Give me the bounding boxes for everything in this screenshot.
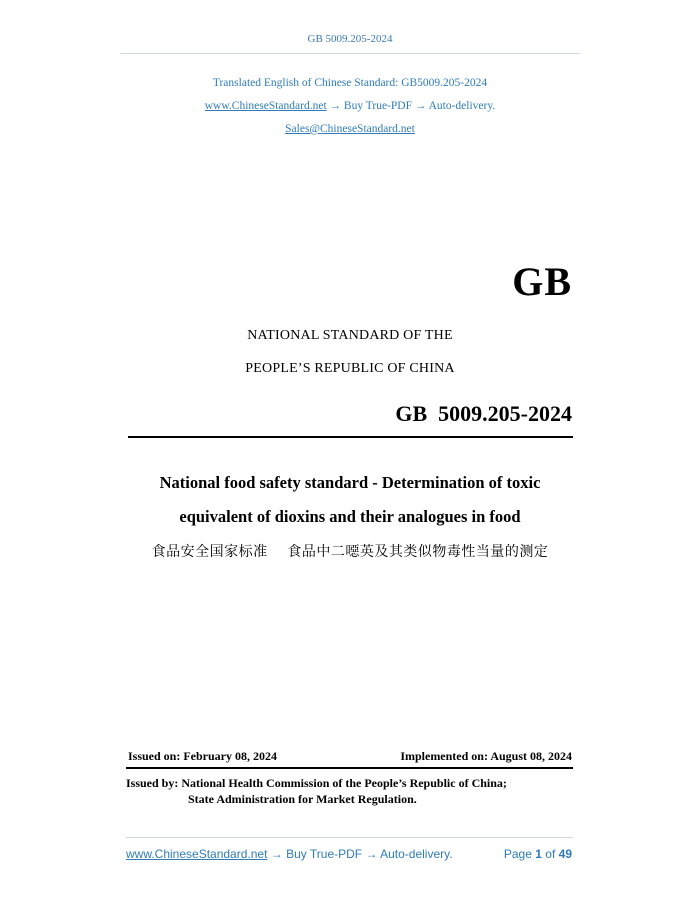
- national-standard-line-1: NATIONAL STANDARD OF THE: [247, 328, 453, 343]
- page-label: Page: [503, 847, 532, 861]
- english-title-line-2: equivalent of dioxins and their analogues in food: [179, 507, 521, 526]
- gb-logo: GB: [512, 259, 572, 304]
- running-header-title: GB 5009.205-2024: [307, 33, 393, 45]
- page-total: 49: [558, 847, 572, 861]
- header-divider: [120, 53, 580, 54]
- translation-notice: Translated English of Chinese Standard: GB5009.205-2024: [212, 77, 488, 89]
- email-line: [0, 123, 700, 135]
- page-indicator: [504, 847, 572, 861]
- footer-purchase-text: → Buy True-PDF → Auto-delivery.: [267, 847, 453, 861]
- footer-purchase-line: [126, 847, 453, 861]
- page-current: 1: [535, 847, 542, 861]
- implemented-on-date: Implemented on: August 08, 2024: [400, 749, 572, 763]
- footer-site-link[interactable]: www.ChineseStandard.net: [126, 847, 268, 861]
- issued-by-line-2: State Administration for Market Regulation.: [188, 792, 417, 806]
- issued-on-date: Issued on: February 08, 2024: [128, 749, 278, 763]
- footer-divider: [126, 837, 573, 838]
- issued-by-line-1: Issued by: National Health Commission of the People’s Republic of China;: [126, 776, 507, 790]
- standard-number-rule: [128, 436, 573, 438]
- purchase-line: [0, 100, 700, 112]
- page-of: of: [545, 847, 556, 861]
- sales-email-link[interactable]: Sales@ChineseStandard.net: [285, 123, 415, 135]
- issue-divider: [126, 767, 573, 769]
- national-standard-line-2: PEOPLE’S REPUBLIC OF CHINA: [245, 361, 455, 376]
- standard-number: GB 5009.205-2024: [395, 401, 572, 426]
- chinese-standard-link[interactable]: www.ChineseStandard.net: [204, 100, 327, 112]
- chinese-title: 食品安全国家标准 食品中二噁英及其类似物毒性当量的测定: [151, 544, 549, 560]
- purchase-text: → Buy True-PDF → Auto-delivery.: [326, 100, 496, 112]
- english-title-line-1: National food safety standard - Determination of toxic: [159, 473, 541, 492]
